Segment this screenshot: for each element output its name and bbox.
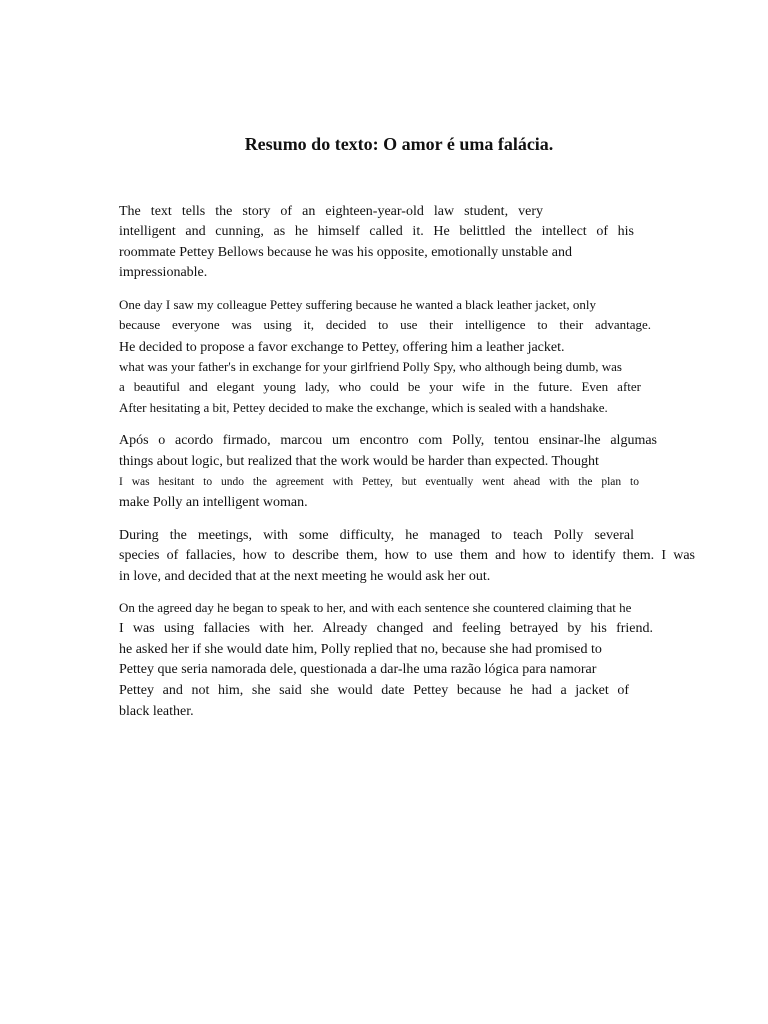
paragraph-1-line-2: intelligent and cunning, as he himself called it. He belittled the intellect of his <box>119 224 634 239</box>
paragraph-1-line-1: The text tells the story of an eighteen-year-old law student, very <box>119 204 543 219</box>
paragraph-4-line-3: in love, and decided that at the next meeting he would ask her out. <box>119 569 491 584</box>
paragraph-5-line-3: he asked her if she would date him, Polly replied that no, because she had promised to <box>119 642 602 657</box>
paragraph-2-line-1: One day I saw my colleague Pettey suffering because he wanted a black leather jacket, only <box>119 297 596 312</box>
paragraph-5-line-5: Pettey and not him, she said she would date Pettey because he had a jacket of <box>119 683 629 698</box>
paragraph-2-line-5: a beautiful and elegant young lady, who could be your wife in the future. Even after <box>119 379 641 394</box>
paragraph-2-line-2: because everyone was using it, decided to use their intelligence to their advantage. <box>119 317 651 332</box>
paragraph-2-line-4: what was your father's in exchange for your girlfriend Polly Spy, who although being dumb, was <box>119 359 622 374</box>
document-title: Resumo do texto: O amor é uma falácia. <box>244 134 554 154</box>
paragraph-3-line-1: Após o acordo firmado, marcou um encontro com Polly, tentou ensinar-lhe algumas <box>119 433 657 448</box>
paragraph-3-line-3: I was hesitant to undo the agreement with Pettey, but eventually went ahead with the plan to <box>119 476 639 488</box>
paragraph-5-line-4: Pettey que seria namorada dele, questionada a dar-lhe uma razão lógica para namorar <box>119 662 597 677</box>
paragraph-2-line-6: After hesitating a bit, Pettey decided to make the exchange, which is sealed with a handshake. <box>119 400 608 415</box>
paragraph-1-line-3: roommate Pettey Bellows because he was his opposite, emotionally unstable and <box>119 245 572 260</box>
paragraph-4-line-2: species of fallacies, how to describe them, how to use them and how to identify them. I was <box>119 548 695 563</box>
paragraph-2-line-3: He decided to propose a favor exchange to Pettey, offering him a leather jacket. <box>119 340 565 355</box>
paragraph-3-line-2: things about logic, but realized that the work would be harder than expected. Thought <box>119 454 599 469</box>
paragraph-5-line-1: On the agreed day he began to speak to her, and with each sentence she countered claiming that he <box>119 600 632 615</box>
paragraph-5-line-6: black leather. <box>119 704 194 719</box>
paragraph-4-line-1: During the meetings, with some difficulty, he managed to teach Polly several <box>119 528 634 543</box>
paragraph-1-line-4: impressionable. <box>119 265 208 280</box>
paragraph-5-line-2: I was using fallacies with her. Already changed and feeling betrayed by his friend. <box>119 621 653 636</box>
paragraph-3-line-4: make Polly an intelligent woman. <box>119 495 308 510</box>
